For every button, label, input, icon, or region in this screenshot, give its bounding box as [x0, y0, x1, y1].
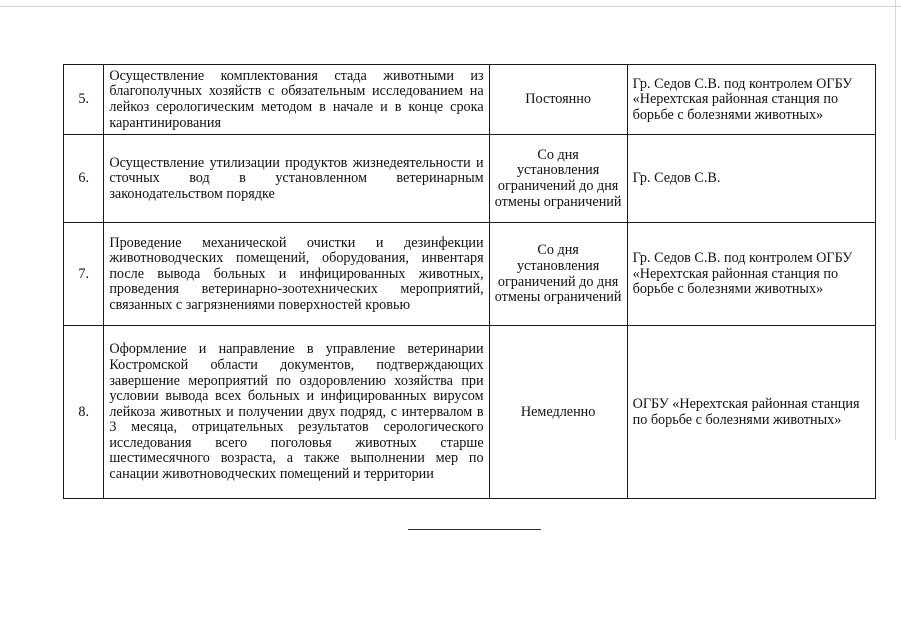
end-of-document-rule [408, 529, 541, 530]
row-term: Немедленно [489, 326, 627, 499]
row-responsible: ОГБУ «Нерехтская районная станция по борьбе с болезнями животных» [627, 326, 875, 499]
table-row [64, 65, 876, 135]
row-responsible: Гр. Седов С.В. под контролем ОГБУ «Нерехтская районная станция по борьбе с болезнями животных» [627, 65, 875, 135]
row-action: Оформление и направление в управление ветеринарии Костромской области документов, подтверждающих завершение мероприятий по оздоровлению хозяйства при условии вывода всех больных и инфицированных вирусом лейкоза животных и получении двух подряд, с интервалом в 3 месяца, отрицательных результатов серологического исследования всего поголовья животных старше шестимесячного возраста, а также выполнении мер по санации животноводческих помещений и территории [104, 326, 489, 499]
table-row [64, 326, 876, 499]
row-term: Со дня установления ограничений до дня отмены ограничений [489, 135, 627, 223]
row-responsible: Гр. Седов С.В. под контролем ОГБУ «Нерехтская районная станция по борьбе с болезнями животных» [627, 223, 875, 326]
table-row [64, 135, 876, 223]
row-term: Постоянно [489, 65, 627, 135]
row-number: 7. [64, 223, 104, 326]
row-number: 8. [64, 326, 104, 499]
row-responsible: Гр. Седов С.В. [627, 135, 875, 223]
row-action: Осуществление комплектования стада животными из благополучных хозяйств с обязательным исследованием на лейкоз серологическим методом в начале и в конце срока карантинирования [104, 65, 489, 135]
row-action: Осуществление утилизации продуктов жизнедеятельности и сточных вод в установленном ветеринарным законодательством порядке [104, 135, 489, 223]
row-number: 6. [64, 135, 104, 223]
row-action: Проведение механической очистки и дезинфекции животноводческих помещений, оборудования, инвентаря после вывода больных и инфицированных животных, проведения ветеринарно-зоотехнических мероприятий, связанных с загрязнениями поверхностей кровью [104, 223, 489, 326]
measures-table [63, 64, 876, 499]
row-number: 5. [64, 65, 104, 135]
table-row [64, 223, 876, 326]
row-term: Со дня установления ограничений до дня отмены ограничений [489, 223, 627, 326]
right-scan-edge [895, 0, 896, 440]
top-scan-edge [0, 6, 901, 7]
